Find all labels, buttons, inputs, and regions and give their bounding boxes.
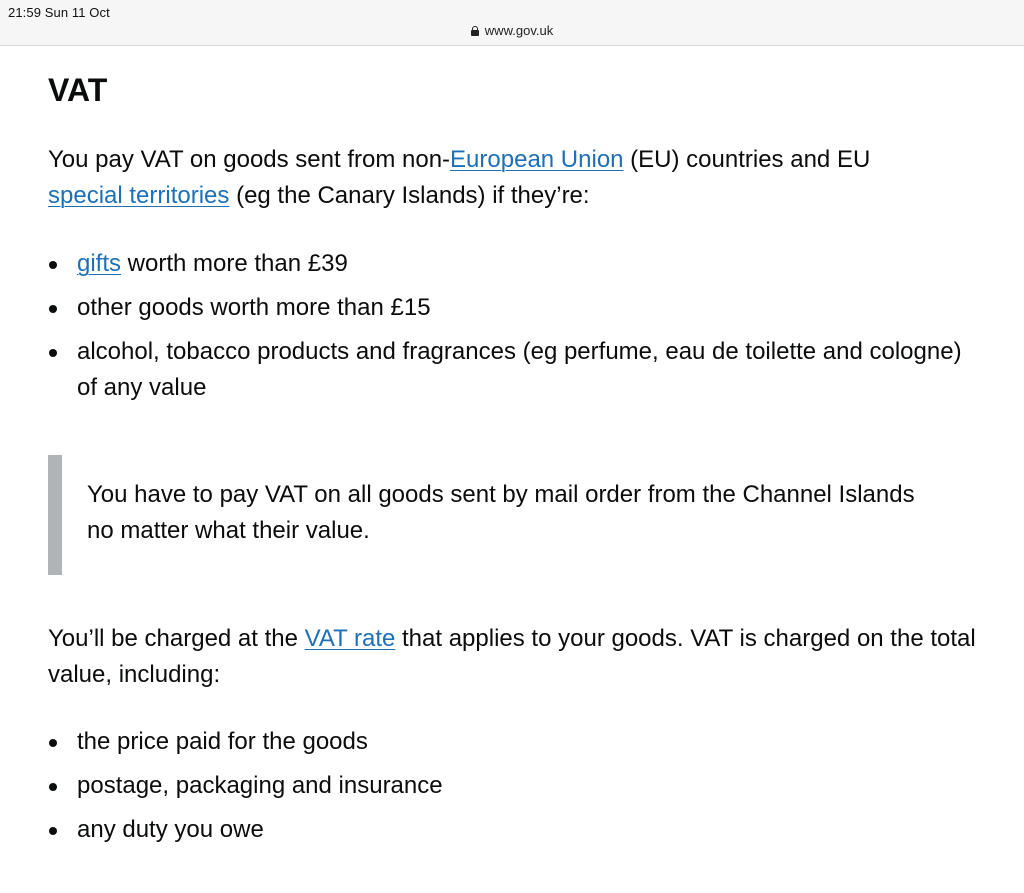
address-bar[interactable]	[0, 23, 1024, 38]
european-union-link[interactable]: European Union	[450, 146, 624, 173]
intro-paragraph	[48, 142, 978, 214]
total-value-list	[48, 724, 978, 856]
intro-text-1: You pay VAT on goods sent from non-	[48, 146, 451, 173]
charged-text-1: You’ll be charged at the	[48, 625, 305, 652]
bullet-icon	[49, 783, 57, 791]
list-item	[48, 290, 978, 326]
list-item-text: the price paid for the goods	[77, 728, 368, 755]
bullet-icon	[49, 349, 57, 357]
charged-text-2: that applies to your goods. VAT is charged on the total value, including:	[48, 625, 976, 688]
url-text[interactable]: www.gov.uk	[484, 23, 554, 38]
status-time: 21:59 Sun 11 Oct	[8, 5, 110, 20]
list-item-text: postage, packaging and insurance	[77, 772, 443, 799]
inset-text: You have to pay VAT on all goods sent by mail order from the Channel Islands no matter what their value.	[87, 481, 915, 544]
lock-icon	[471, 26, 479, 36]
list-item	[48, 246, 978, 282]
list-item	[48, 768, 978, 804]
special-territories-link[interactable]: special territories	[48, 182, 230, 209]
page-title: VAT	[48, 72, 108, 108]
list-item-text: worth more than £39	[121, 250, 348, 277]
list-item	[48, 812, 978, 848]
list-item-text: other goods worth more than £15	[77, 294, 431, 321]
vat-rate-link[interactable]: VAT rate	[304, 625, 396, 652]
list-item-text: alcohol, tobacco products and fragrances (eg perfume, eau de toilette and cologne) of any value	[77, 338, 962, 401]
status-bar	[0, 0, 1024, 46]
bullet-icon	[49, 827, 57, 835]
bullet-icon	[49, 305, 57, 313]
goods-list	[48, 246, 978, 414]
gifts-link[interactable]: gifts	[77, 250, 122, 277]
bullet-icon	[49, 261, 57, 269]
list-item	[48, 724, 978, 760]
intro-text-2: (EU) countries and EU	[623, 146, 871, 173]
charged-paragraph	[48, 621, 978, 693]
bullet-icon	[49, 739, 57, 747]
list-item-text: any duty you owe	[77, 816, 264, 843]
list-item	[48, 334, 978, 406]
intro-text-3: (eg the Canary Islands) if they’re:	[229, 182, 590, 209]
inset-text-block	[48, 455, 948, 575]
